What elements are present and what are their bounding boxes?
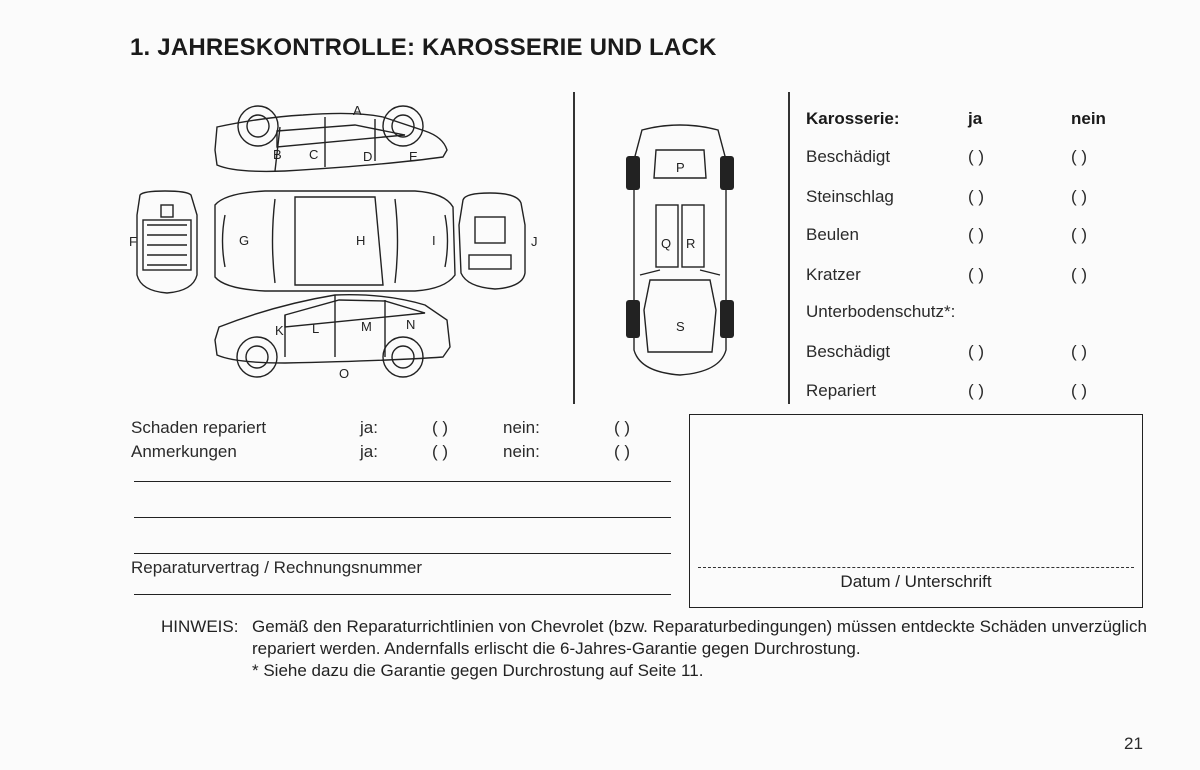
remarks-line[interactable] <box>134 481 671 482</box>
car-views-diagram <box>125 95 555 385</box>
rear-view <box>459 193 525 289</box>
diagram-label-h: H <box>356 233 366 248</box>
checkbox-yes[interactable]: ( ) <box>968 381 985 400</box>
note-line-2: repariert werden. Andernfalls erlischt die 6-Jahres-Garantie gegen Durchrostung. <box>252 639 861 658</box>
diagram-label-o: O <box>339 366 350 381</box>
top-view <box>215 191 455 291</box>
checkbox-yes[interactable]: ( ) <box>968 187 985 206</box>
signature-dashed-line <box>698 567 1134 568</box>
contract-label: Reparaturvertrag / Rechnungsnummer <box>131 558 423 577</box>
checkbox-no[interactable]: ( ) <box>614 418 631 437</box>
underbody-diagram <box>620 120 740 380</box>
checkbox-no[interactable]: ( ) <box>1071 225 1088 244</box>
remarks-line[interactable] <box>134 517 671 518</box>
checkbox-no[interactable]: ( ) <box>1071 342 1088 361</box>
diagram-label-b: B <box>273 147 282 162</box>
contract-line[interactable] <box>134 594 671 595</box>
diagram-label-k: K <box>275 323 284 338</box>
checklist-section-label: Unterbodenschutz*: <box>806 302 956 321</box>
diagram-label-n: N <box>406 317 416 332</box>
checklist-row-label: Beschädigt <box>806 147 891 166</box>
diagram-label-j: J <box>531 234 538 249</box>
diagram-label-m: M <box>361 319 372 334</box>
checkbox-yes[interactable]: ( ) <box>968 342 985 361</box>
page-title: 1. JAHRESKONTROLLE: KAROSSERIE UND LACK <box>130 34 717 61</box>
remarks-line[interactable] <box>134 553 671 554</box>
checklist-header-label: Karosserie: <box>806 109 900 128</box>
checkbox-yes[interactable]: ( ) <box>968 265 985 284</box>
repair-row-label: Anmerkungen <box>131 442 237 461</box>
signature-label: Datum / Unterschrift <box>840 572 992 591</box>
checkbox-no[interactable]: ( ) <box>1071 265 1088 284</box>
diagram-label-r: R <box>686 236 696 251</box>
diagram-label-d: D <box>363 149 373 164</box>
repair-no-label: nein: <box>503 418 540 437</box>
repair-yes-label: ja: <box>360 442 378 461</box>
checkbox-yes[interactable]: ( ) <box>432 418 449 437</box>
page-number: 21 <box>1124 734 1143 753</box>
repair-yes-label: ja: <box>360 418 378 437</box>
checkbox-yes[interactable]: ( ) <box>968 225 985 244</box>
checklist-row-label: Repariert <box>806 381 876 400</box>
repair-row-label: Schaden repariert <box>131 418 267 437</box>
checklist-row-label: Beschädigt <box>806 342 891 361</box>
checklist-row-label: Kratzer <box>806 265 861 284</box>
front-view <box>137 191 197 293</box>
repair-no-label: nein: <box>503 442 540 461</box>
divider-left <box>573 92 575 404</box>
checkbox-no[interactable]: ( ) <box>1071 147 1088 166</box>
diagram-label-p: P <box>676 160 685 175</box>
checkbox-no[interactable]: ( ) <box>1071 187 1088 206</box>
divider-right <box>788 92 790 404</box>
checklist-header-yes: ja <box>968 109 983 128</box>
diagram-label-e: E <box>409 149 418 164</box>
diagram-label-q: Q <box>661 236 672 251</box>
note-line-1: Gemäß den Reparaturrichtlinien von Chevrolet (bzw. Reparaturbedingungen) müssen entdeckte Schäden unverzüglich <box>252 617 1147 636</box>
checkbox-no[interactable]: ( ) <box>1071 381 1088 400</box>
note-label: HINWEIS: <box>161 617 239 636</box>
signature-box[interactable] <box>689 414 1143 608</box>
diagram-label-a: A <box>353 103 362 118</box>
diagram-label-g: G <box>239 233 250 248</box>
diagram-label-f: F <box>129 234 137 249</box>
checkbox-yes[interactable]: ( ) <box>432 442 449 461</box>
diagram-label-i: I <box>432 233 436 248</box>
diagram-label-s: S <box>676 319 685 334</box>
checklist-row-label: Steinschlag <box>806 187 894 206</box>
diagram-label-l: L <box>312 321 320 336</box>
checkbox-no[interactable]: ( ) <box>614 442 631 461</box>
note-line-3: * Siehe dazu die Garantie gegen Durchrostung auf Seite 11. <box>252 661 704 680</box>
side-view-bottom <box>215 295 450 377</box>
checkbox-yes[interactable]: ( ) <box>968 147 985 166</box>
checklist-row-label: Beulen <box>806 225 859 244</box>
checklist-header-no: nein <box>1071 109 1106 128</box>
diagram-label-c: C <box>309 147 319 162</box>
